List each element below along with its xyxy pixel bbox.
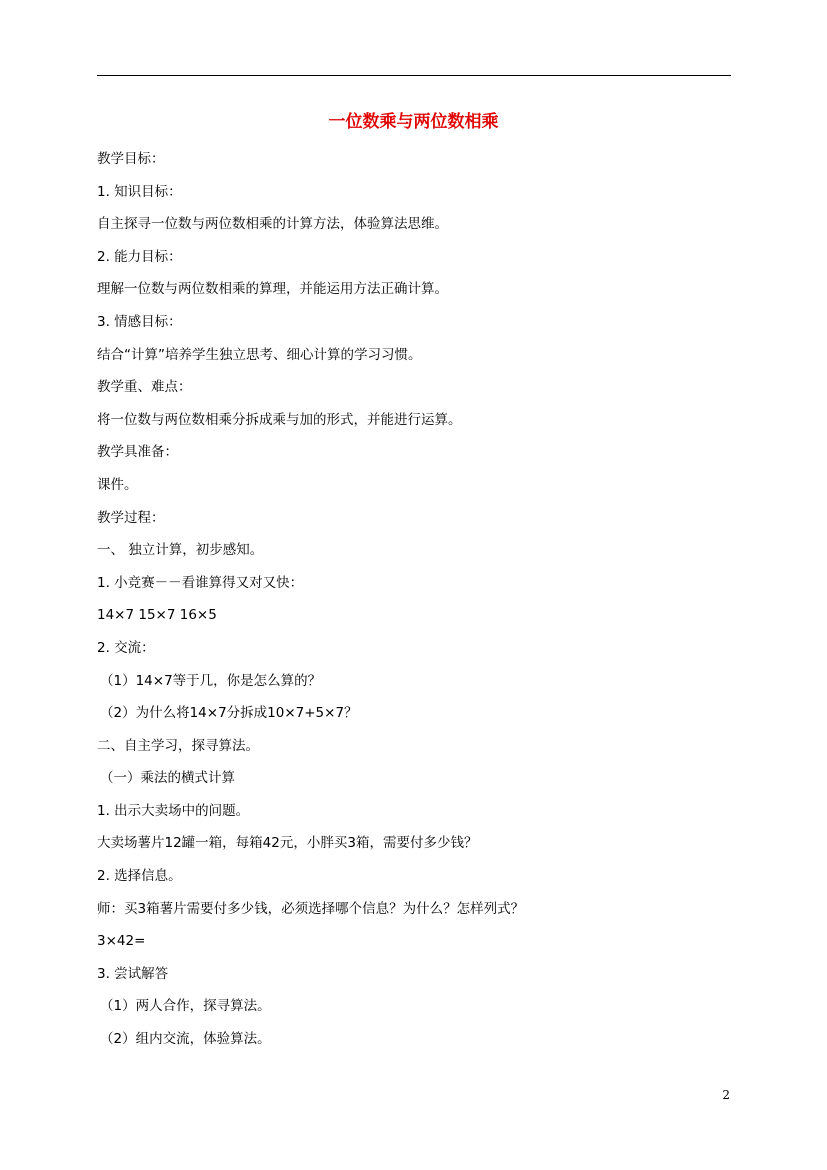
header-rule [97, 75, 731, 76]
text-line: 教学目标： [97, 151, 165, 167]
text-line: 3×42= [97, 933, 146, 950]
text-line: 2. 选择信息。 [97, 868, 182, 885]
text-line: 将一位数与两位数相乘分拆成乘与加的形式，并能进行运算。 [97, 411, 462, 428]
text-line: 一、 独立计算，初步感知。 [97, 542, 264, 559]
text-line: 教学具准备： [97, 444, 178, 461]
text-line: （一）乘法的横式计算 [100, 770, 235, 787]
text-line: 1. 出示大卖场中的问题。 [97, 802, 250, 819]
text-line: 1. 知识目标： [97, 183, 182, 200]
text-line: （1）14×7等于几，你是怎么算的？ [100, 672, 322, 689]
text-line: 3. 情感目标： [97, 313, 182, 330]
text-line: 教学过程： [97, 509, 165, 526]
text-line: 14×7 15×7 16×5 [97, 607, 217, 624]
text-line: 2. 能力目标： [97, 248, 182, 265]
text-line: 自主探寻一位数与两位数相乘的计算方法，体验算法思维。 [97, 216, 448, 233]
text-line: （2）为什么将14×7分拆成10×7+5×7？ [100, 705, 358, 722]
text-line: 1. 小竞赛－－看谁算得又对又快： [97, 574, 304, 591]
text-line: 课件。 [97, 476, 138, 493]
text-line: 2. 交流： [97, 639, 155, 656]
text-line: 师：买3箱薯片需要付多少钱，必须选择哪个信息？为什么？怎样列式？ [97, 900, 525, 917]
text-line: 结合“计算”培养学生独立思考、细心计算的学习习惯。 [97, 346, 422, 363]
text-line: 大卖场薯片12罐一箱，每箱42元，小胖买3箱，需要付多少钱？ [97, 835, 478, 852]
text-line: （2）组内交流，体验算法。 [100, 1031, 271, 1048]
document-body [97, 148, 731, 1061]
text-line: 理解一位数与两位数相乘的算理，并能运用方法正确计算。 [97, 281, 448, 298]
page-number: 2 [722, 1088, 730, 1102]
text-line: 二、自主学习，探寻算法。 [97, 737, 259, 754]
text-line: 3. 尝试解答 [97, 965, 169, 982]
text-line: 教学重、难点： [97, 379, 192, 396]
document-title: 一位数乘与两位数相乘 [328, 112, 499, 132]
text-line: （1）两人合作，探寻算法。 [100, 998, 271, 1015]
